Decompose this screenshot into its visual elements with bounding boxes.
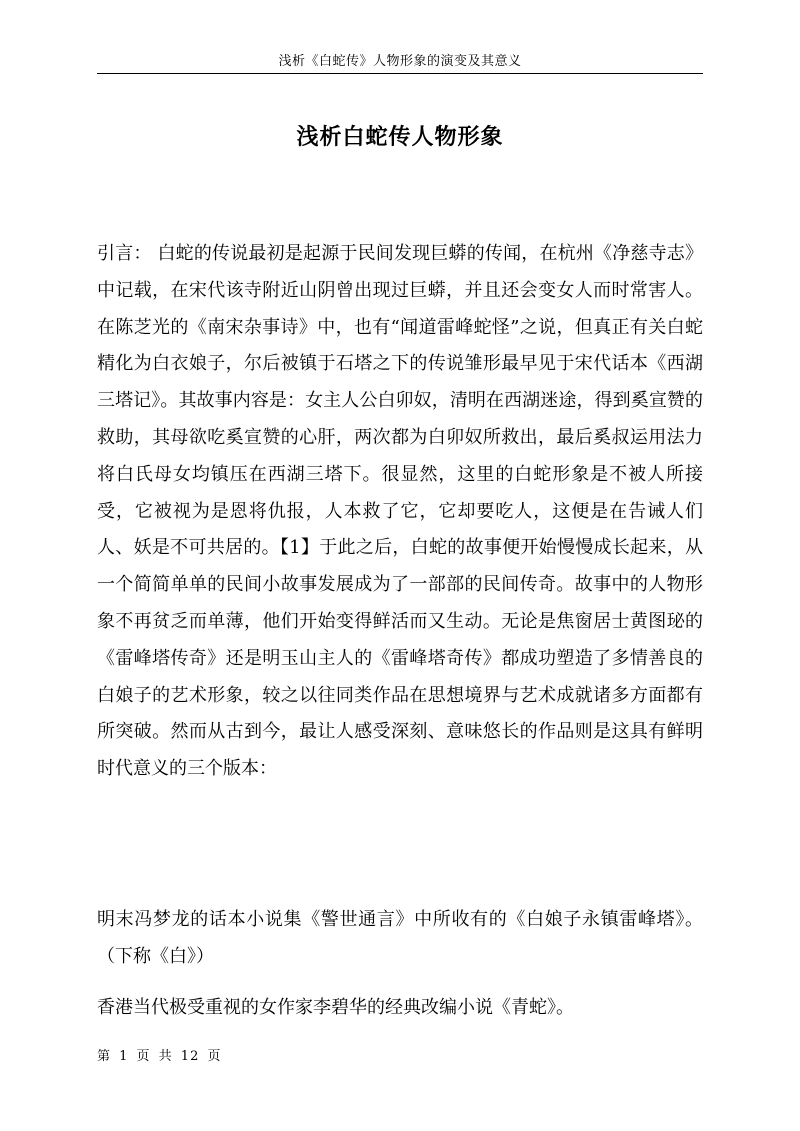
page-number-footer: 第 1 页 共 12 页 (97, 1049, 222, 1064)
document-title: 浅析白蛇传人物形象 (296, 125, 504, 150)
version-item-1: 明末冯梦龙的话本小说集《警世通言》中所收有的《白娘子永镇雷峰塔》。（下称《白》） (97, 909, 703, 967)
version-item-2: 香港当代极受重视的女作家李碧华的经典改编小说《青蛇》。 (97, 997, 574, 1018)
running-header: 浅析《白蛇传》人物形象的演变及其意义 (278, 54, 522, 69)
header-divider (97, 73, 703, 74)
intro-paragraph: 引言： 白蛇的传说最初是起源于民间发现巨蟒的传闻，在杭州《净慈寺志》中记载，在宋代该寺附近山阴曾出现过巨蟒，并且还会变女人而时常害人。在陈芝光的《南宋杂事诗》中，也有“闻道雷峰蛇怪”之说，但真正有关白蛇精化为白衣娘子，尔后被镇于石塔之下的传说雏形最早见于宋代话本《西湖三塔记》。其故事内容是：女主人公白卯奴，清明在西湖迷途，得到奚宣赞的救助，其母欲吃奚宣赞的心肝，两次都为白卯奴所救出，最后奚叔运用法力将白氏母女均镇压在西湖三塔下。很显然，这里的白蛇形象是不被人所接受，它被视为是恩将仇报，人本救了它，它却要吃人，这便是在告诫人们人、妖是不可共居的。【1】于此之后，白蛇的故事便开始慢慢成长起来，从一个简简单单的民间小故事发展成为了一部部的民间传奇。故事中的人物形象不再贫乏而单薄，他们开始变得鲜活而又生动。无论是焦窗居士黄图珌的《雷峰塔传奇》还是明玉山主人的《雷峰塔奇传》都成功塑造了多情善良的白娘子的艺术形象，较之以往同类作品在思想境界与艺术成就诸多方面都有所突破。然而从古到今，最让人感受深刻、意味悠长的作品则是这具有鲜明时代意义的三个版本： (97, 243, 703, 780)
